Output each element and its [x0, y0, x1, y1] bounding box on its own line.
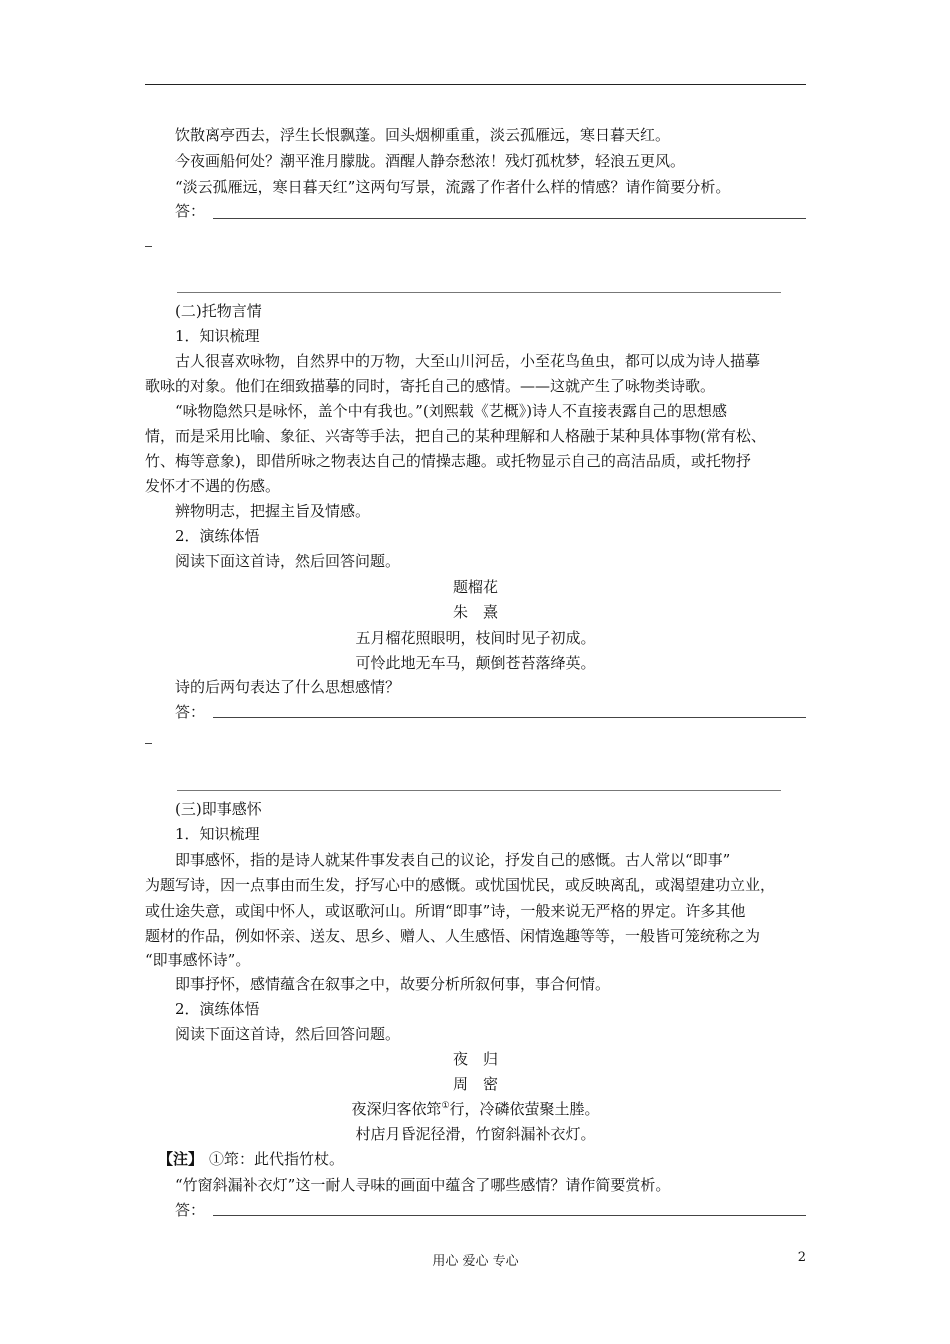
subsection-heading: 1．知识梳理: [175, 825, 260, 843]
subsection-heading: 1．知识梳理: [175, 327, 260, 345]
paragraph-line: 古人很喜欢咏物，自然界中的万物，大至山川河岳，小至花鸟鱼虫，都可以成为诗人描摹: [175, 352, 761, 370]
answer-label: 答：: [175, 1201, 206, 1219]
paragraph-line: 竹、梅等意象)，即借所咏之物表达自己的情操志趣。或托物显示自己的高洁品质，或托物抒: [145, 452, 751, 470]
footnote-marker: ①: [441, 1101, 450, 1111]
poem-line: 可怜此地无车马，颠倒苍苔落绛英。: [355, 654, 596, 672]
page-number: 2: [797, 1250, 806, 1265]
subsection-heading: 2．演练体悟: [175, 1000, 260, 1018]
answer-label: 答：: [175, 202, 206, 220]
subsection-heading: 2．演练体悟: [175, 527, 260, 545]
paragraph-line: 辨物明志，把握主旨及情感。: [175, 502, 371, 520]
instruction-text: 阅读下面这首诗，然后回答问题。: [175, 552, 401, 570]
poem-line: [145, 1097, 806, 1121]
question-text: 诗的后两句表达了什么思想感情？: [175, 678, 401, 696]
paragraph-line: 歌咏的对象。他们在细致描摹的同时，寄托自己的感情。——这就产生了咏物类诗歌。: [145, 377, 716, 395]
answer-line[interactable]: [213, 218, 806, 219]
paragraph-line: 或仕途失意，或闺中怀人，或讴歌河山。所谓“即事”诗，一般来说无严格的界定。许多其他: [145, 902, 746, 920]
answer-line[interactable]: [213, 1215, 806, 1216]
poem-line: 五月榴花照眼明，枝间时见子初成。: [355, 629, 596, 647]
footer-text: 用心 爱心 专心: [432, 1254, 519, 1269]
paragraph-line: 题材的作品，例如怀亲、送友、思乡、赠人、人生感悟、闲情逸趣等等，一般皆可笼统称之为: [145, 927, 761, 945]
paragraph-line: 情，而是采用比喻、象征、兴寄等手法，把自己的某种理解和人格融于某种具体事物(常有松、: [145, 427, 766, 445]
poem-author: 周 密: [452, 1075, 498, 1093]
instruction-text: 阅读下面这首诗，然后回答问题。: [175, 1025, 401, 1043]
note-text: ①筇：此代指竹杖。: [209, 1150, 345, 1168]
paragraph-line: “咏物隐然只是咏怀，盖个中有我也。”(刘熙载《艺概》)诗人不直接表露自己的思想感: [175, 402, 728, 420]
question-text: “淡云孤雁远，寒日暮天红”这两句写景，流露了作者什么样的情感？请作简要分析。: [175, 178, 731, 196]
poem-line: 今夜画船何处？潮平淮月朦胧。酒醒人静奈愁浓！残灯孤枕梦，轻浪五更风。: [175, 152, 686, 170]
poem-line: 饮散离亭西去，浮生长恨飘蓬。回头烟柳重重，淡云孤雁远，寒日暮天红。: [175, 126, 671, 144]
poem-title: 夜 归: [452, 1050, 498, 1068]
answer-line[interactable]: [177, 790, 781, 791]
paragraph-line: 为题写诗，因一点事由而生发，抒写心中的感慨。或忧国忧民，或反映离乱，或渴望建功立业，: [145, 876, 776, 894]
question-text: “竹窗斜漏补衣灯”这一耐人寻味的画面中蕴含了哪些感情？请作简要赏析。: [175, 1176, 671, 1194]
paragraph-line: 发怀才不遇的伤感。: [145, 477, 281, 495]
poem-line: 村店月昏泥径滑，竹窗斜漏补衣灯。: [355, 1125, 596, 1143]
poem-text: 行，冷磷依萤聚土塍。: [449, 1100, 600, 1118]
note-label: 【注】: [158, 1150, 204, 1168]
answer-line-continuation: [145, 743, 152, 744]
header-rule: [145, 84, 806, 85]
section-heading: (二)托物言情: [175, 302, 262, 320]
poem-text: 夜深归客依筇: [351, 1100, 442, 1118]
poem-title: 题榴花: [452, 578, 498, 596]
poem-author: 朱 熹: [452, 603, 498, 621]
section-heading: (三)即事感怀: [175, 800, 262, 818]
paragraph-line: 即事感怀，指的是诗人就某件事发表自己的议论，抒发自己的感慨。古人常以“即事”: [175, 851, 731, 869]
answer-line-continuation: [145, 246, 152, 247]
paragraph-line: 即事抒怀，感情蕴含在叙事之中，故要分析所叙何事，事合何情。: [175, 975, 611, 993]
paragraph-line: “即事感怀诗”。: [145, 951, 251, 969]
answer-line[interactable]: [213, 717, 806, 718]
footnote: [158, 1147, 798, 1171]
answer-line[interactable]: [177, 292, 781, 293]
answer-label: 答：: [175, 703, 206, 721]
